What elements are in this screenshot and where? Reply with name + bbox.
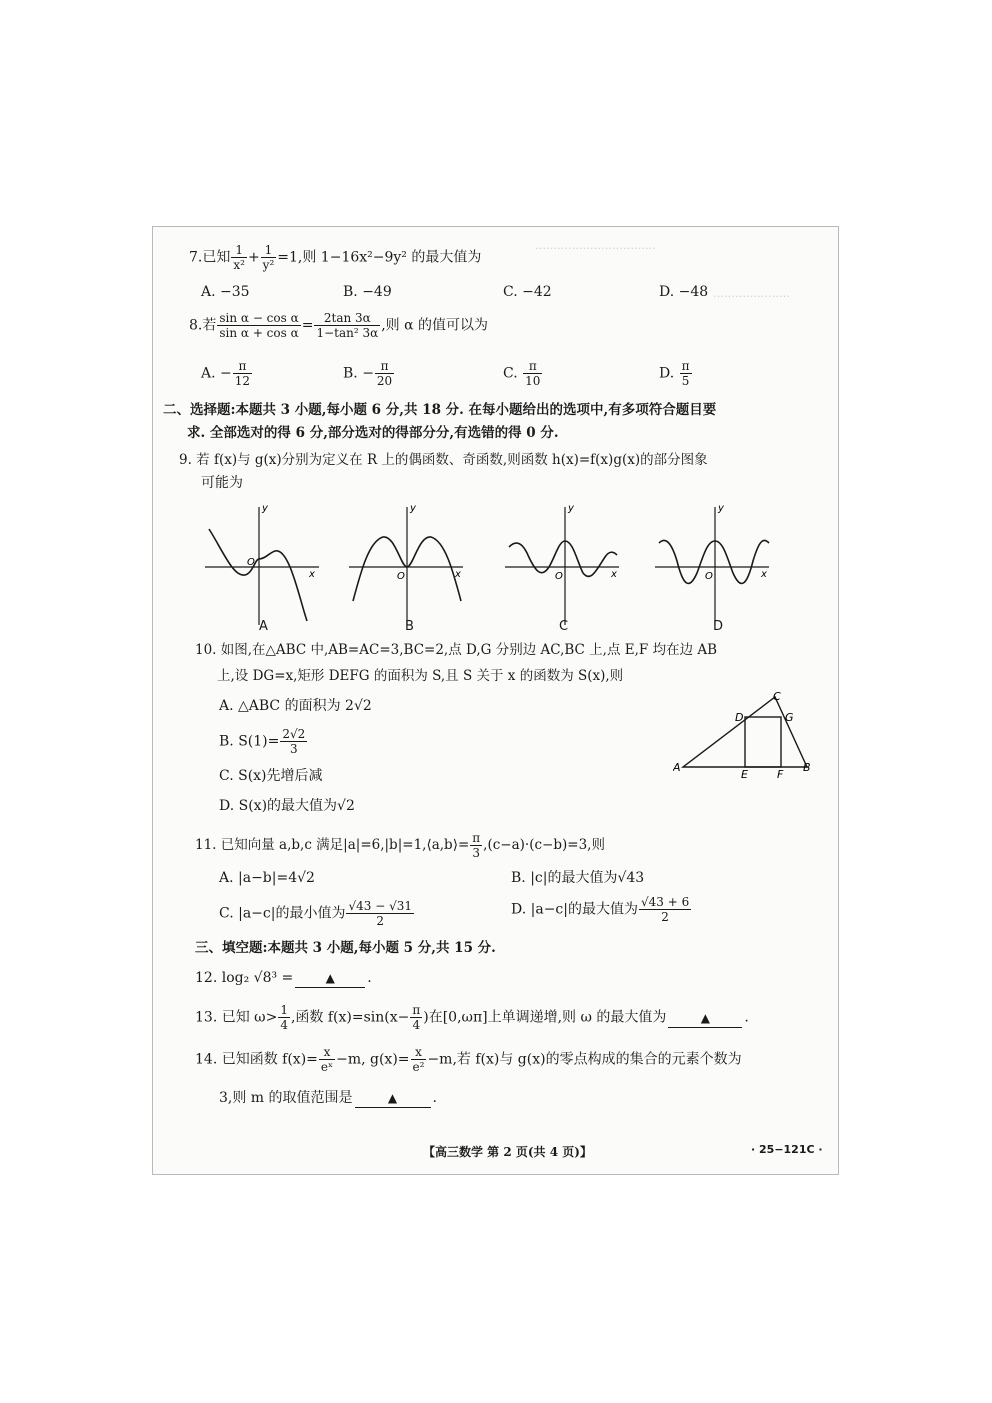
q9-stem-cont: 可能为	[201, 475, 243, 491]
bleed-through-text: …………………	[713, 287, 790, 300]
q14-answer-blank[interactable]: ▲	[355, 1089, 431, 1108]
q14-stem: 14. 已知函数 f(x)= $\frac{x}{\text{eˣ}}$ −m, g(x)= $\frac{x}{\text{e²}}$ −m,若 f(x)与 g(x)的零点构成的集合的元素个数为	[195, 1045, 742, 1074]
q12-stem: 12. log₂ √8³ = ▲ .	[195, 970, 372, 986]
exam-page	[152, 226, 839, 1175]
origin-label: O	[705, 571, 713, 582]
q12-answer-blank[interactable]: ▲	[295, 969, 365, 988]
point-f-label: F	[777, 768, 784, 781]
q9-graph-b-label: B	[405, 619, 414, 634]
origin-label: O	[247, 557, 255, 568]
q11-stem: 11. 已知向量 a,b,c 满足|a|=6,|b|=1,⟨a,b⟩= $\frac{\pi}{3}$ ,(c−a)·(c−b)=3,则	[195, 831, 605, 860]
vertex-a-label: A	[673, 761, 681, 774]
q11-option-c: C. |a−c|的最小值为 $\frac{√43 - √31}{2}$	[219, 899, 412, 928]
paper-code: · 25−121C ·	[751, 1143, 823, 1156]
bleed-through-text: ……………………………	[535, 239, 656, 252]
axis-x-label: x	[309, 569, 315, 580]
section2-heading-cont: 求. 全部选对的得 6 分,部分选对的得部分分,有选错的得 0 分.	[187, 425, 559, 441]
vertex-c-label: C	[773, 690, 781, 703]
axis-y-label: y	[262, 503, 268, 514]
q10-triangle-figure	[673, 687, 813, 781]
q11-option-a: A. |a−b|=4√2	[219, 870, 315, 886]
section3-heading: 三、填空题:本题共 3 小题,每小题 5 分,共 15 分.	[195, 940, 496, 956]
q10-stem-cont: 上,设 DG=x,矩形 DEFG 的面积为 S,且 S 关于 x 的函数为 S(x),则	[217, 668, 624, 684]
origin-label: O	[555, 571, 563, 582]
q10-option-a: A. △ABC 的面积为 2√2	[219, 698, 372, 714]
q13-stem: 13. 已知 ω> $\frac{1}{4}$ ,函数 f(x)=sin(x− $\frac{\pi}{4}$ )在[0,ωπ]上单调递增,则 ω 的最大值为 ▲ .	[195, 1003, 749, 1032]
q7-option-d: D. −48	[659, 284, 709, 300]
axis-x-label: x	[761, 569, 767, 580]
q11-option-b: B. |c|的最大值为√43	[511, 870, 645, 886]
q9-graph-a-label: A	[259, 619, 268, 634]
section2-heading: 二、选择题:本题共 3 小题,每小题 6 分,共 18 分. 在每小题给出的选项中,有多项符合题目要	[163, 402, 717, 418]
q10-stem: 10. 如图,在△ABC 中,AB=AC=3,BC=2,点 D,G 分别边 AC,BC 上,点 E,F 均在边 AB	[195, 642, 718, 658]
q9-graph-c	[503, 501, 625, 635]
q7-stem: 7.已知 $\frac{1}{\text{x²}}$ + $\frac{1}{\text{y²}}$ =1,则 1−16x²−9y² 的最大值为	[189, 243, 482, 272]
q9-stem: 9. 若 f(x)与 g(x)分别为定义在 R 上的偶函数、奇函数,则函数 h(x)=f(x)g(x)的部分图象	[179, 452, 708, 468]
q9-graph-a	[203, 501, 325, 635]
q14-stem-cont: 3,则 m 的取值范围是 ▲ .	[219, 1090, 437, 1106]
q10-option-d: D. S(x)的最大值为√2	[219, 798, 355, 814]
q8-option-a: A. − $\frac{\pi}{12}$	[201, 359, 251, 388]
axis-y-label: y	[410, 503, 416, 514]
q9-graph-c-label: C	[559, 619, 569, 634]
q9-graph-b	[347, 501, 469, 635]
axis-x-label: x	[611, 569, 617, 580]
q8-stem: 8.若 $\frac{\text{sin α − cos α}}{\text{sin α + cos α}}$ = $\frac{2\tan 3\alpha}{\text{1−tan² 3α}}$ ,则 α 的值可以为	[189, 311, 489, 340]
q10-option-c: C. S(x)先增后减	[219, 768, 323, 784]
q9-graph-d-label: D	[713, 619, 724, 634]
point-g-label: G	[785, 711, 794, 724]
q7-option-b: B. −49	[343, 284, 392, 300]
axis-y-label: y	[718, 503, 724, 514]
q8-option-c: C. $\frac{\pi}{10}$	[503, 359, 541, 388]
vertex-b-label: B	[803, 761, 811, 774]
q7-option-c: C. −42	[503, 284, 552, 300]
axis-y-label: y	[568, 503, 574, 514]
q8-option-b: B. − $\frac{\pi}{20}$	[343, 359, 393, 388]
q13-answer-blank[interactable]: ▲	[668, 1009, 742, 1028]
axis-x-label: x	[455, 569, 461, 580]
point-d-label: D	[735, 711, 744, 724]
q10-option-b: B. S(1)= $\frac{2√2}{3}$	[219, 727, 306, 756]
origin-label: O	[397, 571, 405, 582]
q7-option-a: A. −35	[201, 284, 250, 300]
page-footer: 【高三数学 第 2 页(共 4 页)】	[423, 1145, 592, 1159]
q11-option-d: D. |a−c|的最大值为 $\frac{√43 + 6}{2}$	[511, 895, 690, 924]
q8-option-d: D. $\frac{\pi}{5}$	[659, 359, 690, 388]
point-e-label: E	[741, 768, 748, 781]
q9-graph-d	[653, 501, 775, 635]
